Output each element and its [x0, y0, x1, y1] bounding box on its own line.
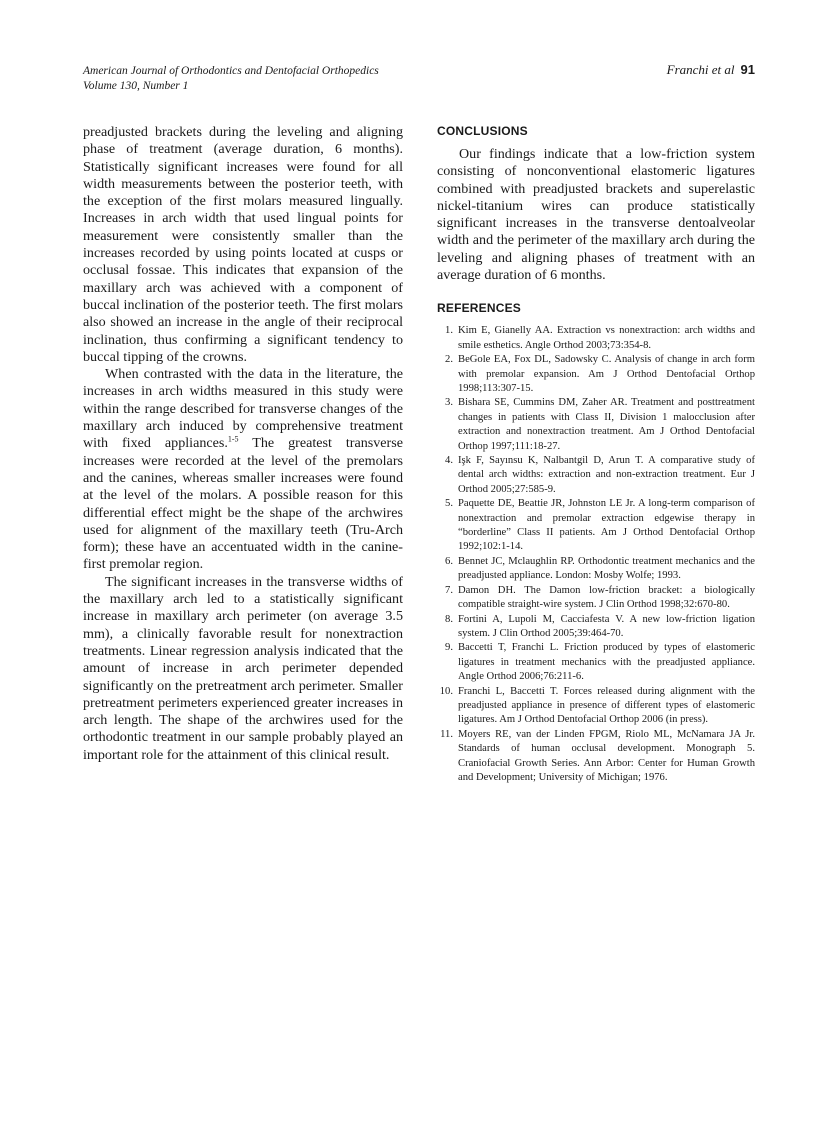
reference-number: 2. — [445, 354, 453, 366]
reference-text: Bishara SE, Cummins DM, Zaher AR. Treatment and posttreatment changes in patients with Class II, Division 1 malocclusion after extraction and nonextraction treatment. Am J Orthod Dentofacial Orthop 1997;111:18-27. — [458, 397, 755, 452]
left-column-discussion — [83, 124, 403, 764]
conclusions-text: Our findings indicate that a low-friction system consisting of nonconventional elastomeric ligatures combined with preadjusted brackets and superelastic nickel-titanium wires can produce statistically significant increases in the transverse dentoalveolar width and the perimeter of the maxillary arch during the leveling and aligning phases of treatment with an average duration of 6 months. — [437, 146, 755, 284]
reference-number: 8. — [445, 613, 453, 625]
paragraph: The significant increases in the transverse widths of the maxillary arch led to a statistically significant increase in maxillary arch perimeter (on average 3.5 mm), a clinically favorable result for nonextraction treatments. Linear regression analysis indicated that the amount of increase in arch perimeter depended significantly on the pretreatment arch perimeter. Smaller pretreatment perimeters experienced greater increases in arch length. The shape of the archwires used for the orthodontic treatment in our sample probably played an important role for the attainment of this clinical result. — [83, 573, 403, 763]
reference-number: 6. — [445, 555, 453, 567]
reference-number: 7. — [445, 584, 453, 596]
running-header-journal — [83, 64, 379, 94]
right-column — [437, 124, 755, 785]
reference-item — [437, 454, 755, 497]
reference-text: Franchi L, Baccetti T. Forces released during alignment with the preadjusted appliance in presence of different types of elastomeric ligatures. Am J Orthod Dentofacial Orthop 2006 (in press). — [458, 685, 755, 726]
reference-item — [437, 555, 755, 584]
conclusions-heading: CONCLUSIONS — [437, 124, 528, 138]
running-header-page — [667, 62, 755, 78]
reference-number: 11. — [440, 728, 453, 740]
reference-item — [437, 353, 755, 396]
reference-text: Damon DH. The Damon low-friction bracket: a biologically compatible straight-wire system. J Clin Orthod 1998;32:670-80. — [458, 584, 755, 611]
reference-number: 1. — [445, 325, 453, 337]
reference-number: 5. — [445, 498, 453, 510]
citation-superscript: 1-5 — [227, 434, 239, 444]
reference-text: BeGole EA, Fox DL, Sadowsky C. Analysis of change in arch form with premolar expansion. Am J Orthod Dentofacial Orthop 1998;113:307-15. — [458, 354, 755, 394]
journal-title: American Journal of Orthodontics and Dentofacial Orthopedics — [83, 65, 379, 77]
reference-number: 3. — [445, 397, 453, 409]
reference-item — [437, 324, 755, 353]
reference-item — [437, 685, 755, 728]
journal-volume: Volume 130, Number 1 — [83, 80, 189, 92]
reference-text: Bennet JC, Mclaughlin RP. Orthodontic treatment mechanics and the preadjusted appliance. London: Mosby Wolfe; 1993. — [458, 555, 755, 582]
paragraph: preadjusted brackets during the leveling and aligning phase of treatment (average duration, 6 months). Statistically significant increases were found for all width measurements between the posterior teeth, with the exception of the first molars measured lingually. Increases in arch width that used lingual points for measurement were consistently smaller than the increases recorded by using points located at cusps or occlusal fossae. This indicates that expansion of the maxillary arch was achieved with a component of buccal inclination of the posterior teeth. The first molars also showed an increase in the angle of their reciprocal inclination, thus confirming a significant tendency to buccal tipping of the crowns. — [83, 124, 403, 365]
reference-list — [437, 324, 755, 785]
reference-item — [437, 584, 755, 613]
reference-text: Işk F, Sayınsu K, Nalbantgil D, Arun T. A comparative study of dental arch widths: extraction and non-extraction treatment. Eur J Orthod 2005;27:585-9. — [458, 455, 755, 495]
page-number: 91 — [740, 62, 755, 77]
reference-text: Baccetti T, Franchi L. Friction produced by types of elastomeric ligatures in treatment mechanics with the preadjusted appliance. Angle Orthod 2006;76:211-6. — [458, 642, 755, 683]
paragraph-text: The greatest transverse increases were recorded at the level of the premolars and the canines, whereas smaller increases were found at the level of the molars. A possible reason for this differential effect might be the shape of the archwires used for alignment of the maxillary teeth (Tru-Arch form); these have an accentuated width in the canine-first premolar region. — [83, 435, 403, 573]
reference-item — [437, 497, 755, 555]
reference-item — [437, 728, 755, 786]
running-authors: Franchi et al — [666, 62, 735, 77]
paragraph-text: When contrasted with the data in the literature, the increases in arch widths measured in this study were within the range described for transverse changes of the maxillary arch induced by comprehensive treatment with fixed appliances. — [83, 366, 403, 452]
reference-item — [437, 396, 755, 454]
reference-text: Fortini A, Lupoli M, Cacciafesta V. A new low-friction ligation system. J Clin Orthod 2005;39:464-70. — [458, 613, 755, 639]
reference-item — [437, 613, 755, 642]
reference-text: Paquette DE, Beattie JR, Johnston LE Jr. A long-term comparison of nonextraction and premolar extraction edgewise therapy in “borderline” Class II patients. Am J Orthod Dentofacial Orthop 1992;102:1-14. — [458, 498, 755, 553]
reference-text: Moyers RE, van der Linden FPGM, Riolo ML, McNamara JA Jr. Standards of human occlusal development. Monograph 5. Craniofacial Growth Series. Ann Arbor: Center for Human Growth and Development; University of Michigan; 1976. — [458, 728, 755, 783]
paragraph — [83, 366, 403, 574]
reference-item — [437, 641, 755, 684]
reference-number: 9. — [445, 642, 453, 654]
reference-number: 4. — [445, 455, 453, 467]
references-heading: REFERENCES — [437, 301, 522, 316]
reference-text: Kim E, Gianelly AA. Extraction vs nonextraction: arch widths and smile esthetics. Angle Orthod 2003;73:354-8. — [458, 325, 755, 351]
reference-number: 10. — [439, 685, 453, 697]
